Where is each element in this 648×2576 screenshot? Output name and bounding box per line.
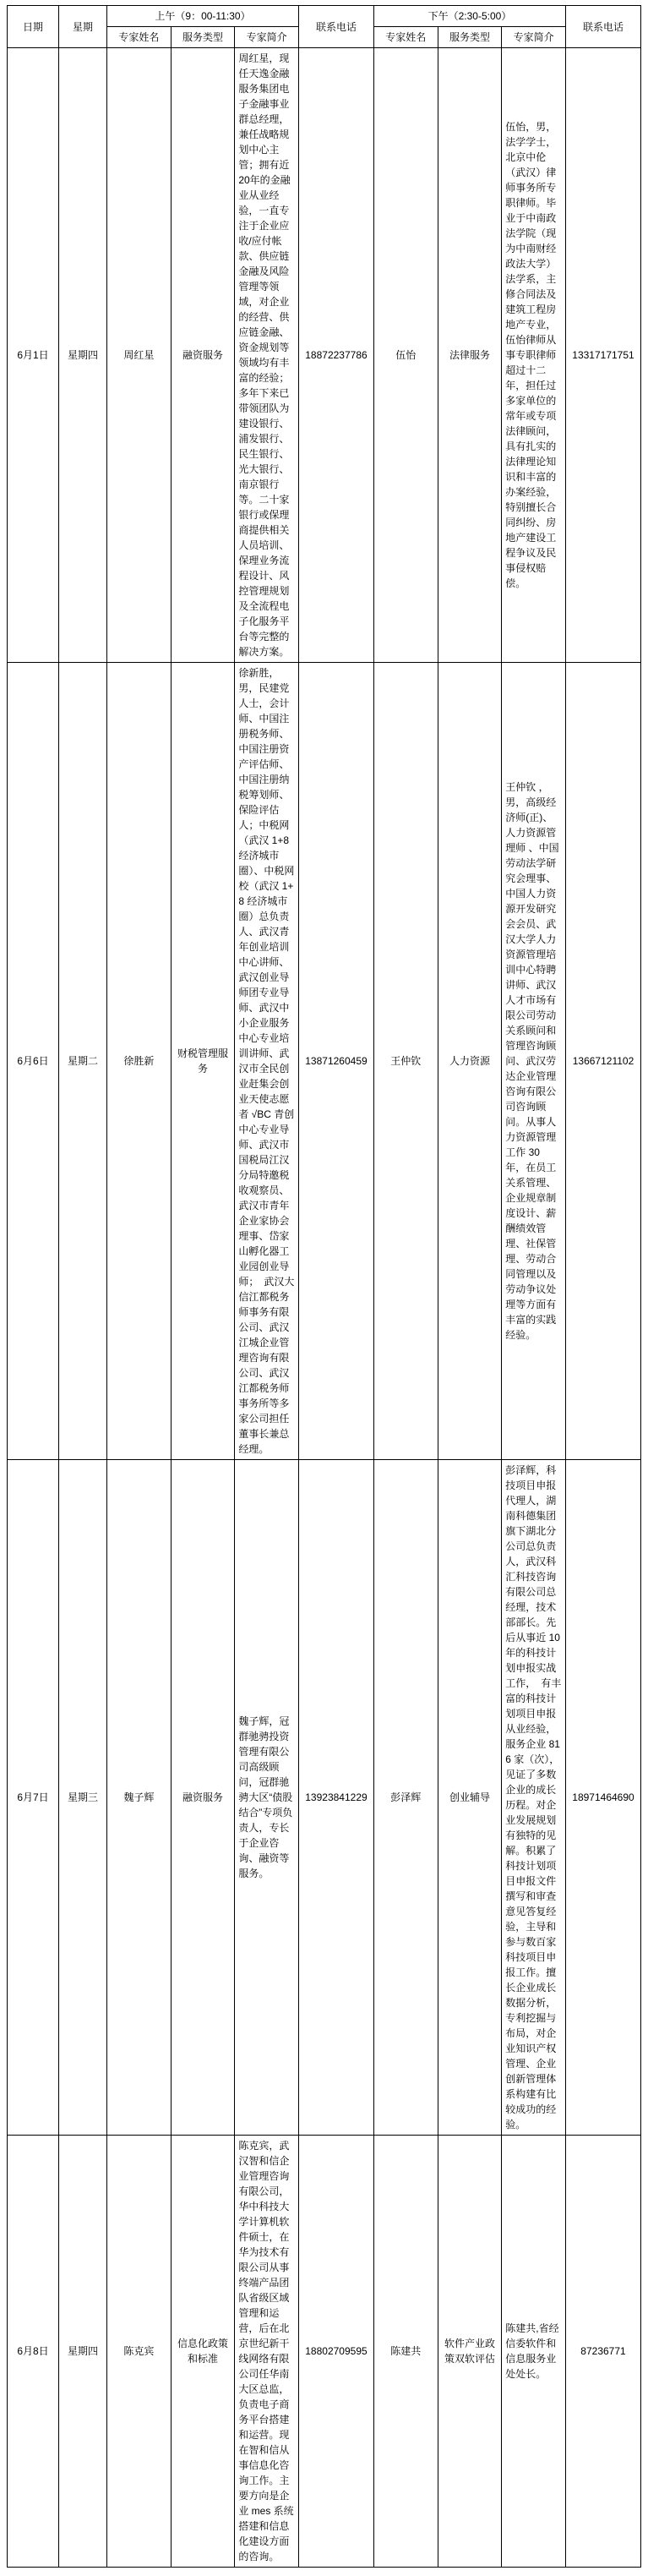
cell-morning-expert-name: 周红星 [107, 48, 172, 663]
cell-afternoon-service-type: 创业辅导 [438, 1460, 502, 2136]
cell-morning-service-type: 信息化政策和标准 [171, 2136, 235, 2568]
header-afternoon-expert-name: 专家姓名 [373, 27, 438, 48]
cell-afternoon-service-type: 法律服务 [438, 48, 502, 663]
table-row [8, 1460, 641, 2136]
cell-afternoon-phone: 13667121102 [566, 663, 641, 1460]
cell-date: 6月6日 [8, 663, 59, 1460]
cell-morning-service-type: 财税管理服务 [171, 663, 235, 1460]
cell-weekday: 星期二 [59, 663, 107, 1460]
cell-afternoon-expert-bio: 陈建共,省经信委软件和信息服务业处处长。 [502, 2136, 566, 2568]
table-body [8, 48, 641, 2568]
cell-morning-expert-bio: 徐新胜，男，民建党人士，会计师、中国注册税务师、中国注册资产评估师、中国注册纳税筹划师、保险评估人；中税网（武汉 1+8 经济城市圈）、中税网校（武汉 1+8 经济城市圈）总负责人、武汉青年创业培训中心讲师、武汉创业导师团专业导师、武汉中小企业服务中心专业培训讲师、武汉市全民创业赶集会创业天使志愿者 √BC 青创中心专业导师、武汉市国税局江汉分局特邀税收观察员、武汉市青年企业家协会理事、岱家山孵化器工业园创业导师； 武汉大信江都税务师事务有限公司、武汉江城企业管理咨询有限公司、武汉江都税务师事务所等多家公司担任董事长兼总经理。 [235, 663, 299, 1460]
cell-date: 6月8日 [8, 2136, 59, 2568]
cell-morning-service-type: 融资服务 [171, 48, 235, 663]
cell-afternoon-expert-bio: 彭泽辉，科技项目申报代理人，湖南科德集团旗下湖北分公司总负责人，武汉科汇科技咨询有限公司总经理，技术部部长。先后从事近 10 年的科技计划申报实战工作， 有丰富的科技计划项目申报从业经验，服务企业 816 家（次），见证了多数企业的成长历程。对企业发展规划有独特的见解。积累了科技计划项目申报文件撰写和审查意见答复经验，主导和参与数百家科技项目申报工作。擅长企业成长数据分析，专利挖掘与布局，对企业知识产权管理、企业创新管理体系构建有比较成功的经验。 [502, 1460, 566, 2136]
header-row-top [8, 6, 641, 27]
cell-afternoon-expert-bio: 伍怡，男，法学学士，北京中伦（武汉）律师事务所专职律师。毕业于中南政法学院（现为中南财经政法大学）法学系，主修合同法及建筑工程房地产专业，伍怡律师从事专职律师超过十二年，担任过多家单位的常年或专项法律顾问，具有扎实的法律理论知识和丰富的办案经验，特别擅长合同纠纷、房地产建设工程争议及民事侵权赔偿。 [502, 48, 566, 663]
header-afternoon-expert-bio: 专家简介 [502, 27, 566, 48]
cell-afternoon-expert-name: 伍怡 [373, 48, 438, 663]
table-row [8, 48, 641, 663]
cell-morning-expert-bio: 周红星，现任天逸金融服务集团电子金融事业群总经理，兼任战略规划中心主管；拥有近20年的金融业从业经验，一直专注于企业应收/应付帐款、供应链金融及风险管理等领域，对企业的经营、供应链金融、资金规划等领域均有丰富的经验；多年下来已带领团队为建设银行、浦发银行、民生银行、光大银行、南京银行等。二十家银行或保理商提供相关人员培训、保理业务流程设计、风控管理规划及全流程电子化服务平台等完整的解决方案。 [235, 48, 299, 663]
cell-morning-expert-name: 陈克宾 [107, 2136, 172, 2568]
cell-date: 6月7日 [8, 1460, 59, 2136]
header-morning-expert-name: 专家姓名 [107, 27, 172, 48]
header-morning-group: 上午（9：00-11:30） [107, 6, 299, 27]
cell-morning-expert-name: 徐胜新 [107, 663, 172, 1460]
table-row [8, 663, 641, 1460]
cell-afternoon-phone: 18971464690 [566, 1460, 641, 2136]
cell-morning-phone: 18802709595 [298, 2136, 373, 2568]
cell-morning-expert-name: 魏子辉 [107, 1460, 172, 2136]
cell-afternoon-expert-name: 陈建共 [373, 2136, 438, 2568]
cell-afternoon-expert-name: 王仲钦 [373, 663, 438, 1460]
header-morning-service-type: 服务类型 [171, 27, 235, 48]
cell-afternoon-service-type: 人力资源 [438, 663, 502, 1460]
cell-afternoon-phone: 13317171751 [566, 48, 641, 663]
cell-weekday: 星期四 [59, 48, 107, 663]
cell-morning-expert-bio: 陈克宾，武汉智和信企业管理咨询有限公司，华中科技大学计算机软件硕士，在华为技术有限公司从事终端产品团队省级区域管理和运营，后在北京世纪新干线网络有限公司任华南大区总监，负责电子商务平台搭建和运营。现在智和信从事信息化咨询工作。主要方向是企业 mes 系统搭建和信息化建设方面的咨询。 [235, 2136, 299, 2568]
cell-afternoon-expert-bio: 王仲钦 ，男，高级经济师(正)、人力资源管理师 、中国劳动法学研究会理事、中国人力资源开发研究会会员、武汉大学人力资源管理培训中心特聘讲师、武汉人才市场有限公司劳动关系顾问和管理咨询顾问、武汉劳达企业管理咨询有限公司咨询顾问。从事人力资源管理工作 30 年，在员工关系管理、企业规章制度设计、薪酬绩效管理、社保管理、劳动合同管理以及劳动争议处理等方面有丰富的实践经验。 [502, 663, 566, 1460]
cell-date: 6月1日 [8, 48, 59, 663]
cell-morning-phone: 13871260459 [298, 663, 373, 1460]
cell-afternoon-service-type: 软件产业政策双软评估 [438, 2136, 502, 2568]
expert-schedule-table [7, 5, 641, 2568]
cell-weekday: 星期三 [59, 1460, 107, 2136]
cell-morning-phone: 13923841229 [298, 1460, 373, 2136]
header-afternoon-group: 下午（2:30-5:00） [373, 6, 565, 27]
cell-morning-service-type: 融资服务 [171, 1460, 235, 2136]
table-row [8, 2136, 641, 2568]
header-morning-phone: 联系电话 [298, 6, 373, 48]
cell-afternoon-phone: 87236771 [566, 2136, 641, 2568]
cell-weekday: 星期四 [59, 2136, 107, 2568]
header-morning-expert-bio: 专家简介 [235, 27, 299, 48]
header-date: 日期 [8, 6, 59, 48]
cell-afternoon-expert-name: 彭泽辉 [373, 1460, 438, 2136]
header-afternoon-service-type: 服务类型 [438, 27, 502, 48]
header-afternoon-phone: 联系电话 [566, 6, 641, 48]
header-weekday: 星期 [59, 6, 107, 48]
table-header [8, 6, 641, 48]
cell-morning-phone: 18872237786 [298, 48, 373, 663]
cell-morning-expert-bio: 魏子辉，冠群驰骋投资管理有限公司高级顾问，冠群驰骋大区“债股结合”专项负责人，专长于企业咨询、融资等服务。 [235, 1460, 299, 2136]
